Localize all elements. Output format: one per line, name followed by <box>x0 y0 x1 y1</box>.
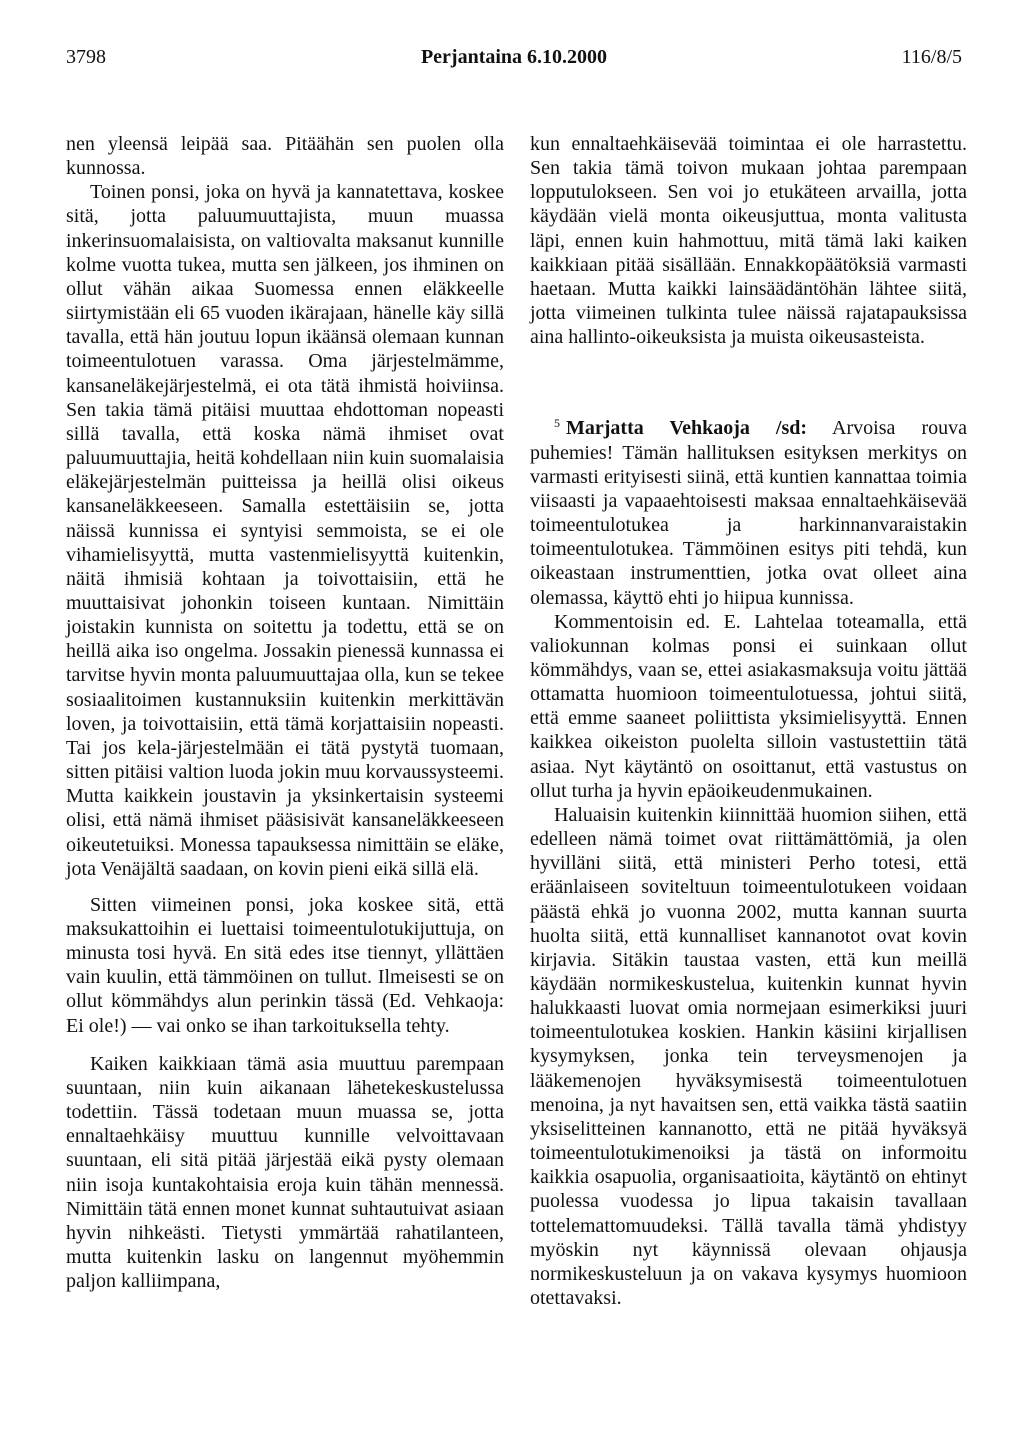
left-column <box>66 132 504 1293</box>
paragraph: Kaiken kaikkiaan tämä asia muuttuu parempaan suuntaan, niin kuin aikanaan lähetekeskustelussa todettiin. Tässä todetaan muun muassa se, jotta ennaltaehkäisy muuttuu kunnille velvoittavaan suuntaan, eli sitä pitää järjestää eikä pysty olemaan niin isoja kuntakohtaisia eroja kuin tähän mennessä. Nimittäin tätä ennen monet kunnat suhtautuivat asiaan hyvin nihkeästi. Tietysti ymmärtää rahatilanteen, mutta kuitenkin lasku on langennut myöhemmin paljon kalliimpana, <box>66 1052 504 1293</box>
session-date: Perjantaina 6.10.2000 <box>420 46 608 68</box>
speaker-name: Marjatta Vehkaoja /sd: <box>566 417 808 440</box>
speech-text: Arvoisa rouva puhemies! Tämän hallituksen esityksen merkitys on varmasti erityisesti siinä, että kuntien kannattaa toimia viisaasti ja vapaaehtoisesti maksaa ennaltaehkäisevää toimeentulotukea ja harkinnanvaraistakin toimeentulotukea. Tämmöinen esitys piti tehdä, kun oikeastaan instrumenttien, jotka ovat olleet aina olemassa, käyttö ehti jo hiipua kunnissa. <box>530 417 967 609</box>
paragraph: Toinen ponsi, joka on hyvä ja kannatettava, koskee sitä, jotta paluumuuttajista, muun muassa inkerinsuomalaisista, on valtiovalta maksanut kunnille kolme vuotta tukea, mutta sen jälkeen, jos ihminen on ollut vähän aikaa Suomessa ennen eläkkeelle siirtymistään eli 65 vuoden ikärajaan, hänelle käy sillä tavalla, että hän joutuu lopun ikäänsä olemaan kunnan toimeentulotuen varassa. Oma järjestelmämme, kansaneläkejärjestelmä, ei ota tätä ihmistä hoiviinsa. Sen takia tämä pitäisi muuttaa ehdottoman nopeasti sillä tavalla, että koska nämä ihmiset ovat paluumuuttajia, heitä kohdellaan niin kuin suomalaisia eläkejärjestelmän puitteissa ja heillä olisi oikeus kansaneläkkeeseen. Samalla estettäisiin se, jotta näissä kunnissa ei syntyisi semmoista, se ei ole vihamielisyyttä, mutta vastenmielisyyttä kuitenkin, näitä ihmisiä kohtaan ja toivottaisiin, että he muuttaisivat johonkin toiseen kuntaan. Nimittäin joistakin kunnista on soitettu ja todettu, että se on heillä aika iso ongelma. Jossakin pienessä kunnassa ei tarvitse hyvin monta paluumuuttajaa olla, kun se tekee sosiaalitoimen kustannuksiin kuitenkin merkittävän loven, ja toivottaisiin, että tämä korjattaisiin nopeasti. Tai jos kela-järjestelmään ei tätä pystytä tuomaan, sitten pitäisi valtion luoda jokin muu korvaussysteemi. Mutta kaikkein joustavin ja yksinkertaisin systeemi olisi, että nämä ihmiset pääsisivät kansaneläkkeeseen oikeutetuiksi. Monessa tapauksessa nimittäin se eläke, jota Venäjältä saadaan, on kovin pieni eikä sillä elä. <box>66 181 504 880</box>
speech-paragraph <box>530 411 967 609</box>
paragraph: nen yleensä leipää saa. Pitäähän sen puolen olla kunnossa. <box>66 133 504 180</box>
paragraph: kun ennaltaehkäisevää toimintaa ei ole harrastettu. Sen takia tämä toivon mukaan johtaa parempaan lopputulokseen. Sen voi jo etukäteen arvailla, jotta käydään vielä monta oikeusjuttua, monta valitusta läpi, ennen kuin hahmottuu, mitä tämä laki kaiken kaikkiaan pitää sisällään. Ennakkopäätöksiä varmasti haetaan. Mutta kaikki lainsäädäntöhän lähtee siitä, jotta viimeinen tulkinta tulee näissä rajatapauksissa aina hallinto-oikeuksista ja muista oikeusasteista. <box>530 133 967 349</box>
page-number: 3798 <box>66 46 106 68</box>
paragraph: Kommentoisin ed. E. Lahtelaa toteamalla, että valiokunnan kolmas ponsi ei suinkaan ollut kömmähdys, vaan se, ettei asiakasmaksuja voitu jättää ottamatta huomioon toimeentulotuessa, johtui siitä, että emme saaneet poliittista yksimielisyyttä. Ennen kaikkea oikeiston puolelta silloin vastustettiin tätä asiaa. Nyt käytäntö on osoittanut, että vastustus on ollut turha ja hyvin epäoikeudenmukainen. <box>530 610 967 802</box>
paragraph: Sitten viimeinen ponsi, joka koskee sitä, että maksukattoihin ei luettaisi toimeentulotukijuttuja, on minusta tosi hyvä. En sitä edes itse tiennyt, yllättäen vain kuulin, että tämmöinen on tullut. Ilmeisesti se on ollut kömmähdys alun perinkin tässä (Ed. Vehkaoja: Ei ole!) — vai onko se ihan tarkoituksella tehty. <box>66 893 504 1037</box>
page-header <box>66 46 962 74</box>
document-reference: 116/8/5 <box>901 46 962 68</box>
paragraph: Haluaisin kuitenkin kiinnittää huomion siihen, että edelleen nämä toimet ovat riittämättömiä, ja olen hyvilläni siitä, että ministeri Perho totesi, että eräänlaiseen soviteltuun toimeentulotukeen voidaan päästä ehkä jo vuonna 2002, mutta kannan suurta huolta siitä, että kunnalliset kannanotot ovat kovin kirjavia. Sitäkin taustaa vasten, että kun meillä käydään normikeskustelua, kuitenkin kunnat hyvin halukkaasti luovat omia normejaan esimerkiksi juuri toimeentulotukea koskien. Hankin käsiini kirjallisen kysymyksen, jonka tein terveysmenojen ja lääkemenojen hyväksymisestä toimeentulotuen menoina, ja nyt havaitsen sen, että vaikka tästä saatiin yksiselitteinen kannanotto, että ne pitää hyväksyä toimeentulotukimenoiksi ja tästä on informoitu kaikkia osapuolia, organisaatioita, käytäntö on ehtinyt puolessa vuodessa jo lipua takaisin tavallaan tottelemattomuudeksi. Tällä tavalla tämä yhdistyy myöskin nyt käynnissä olevaan ohjausja normikeskusteluun ja on vakava kysymys huomioon otettavaksi. <box>530 803 967 1310</box>
right-column <box>530 132 967 1310</box>
speech-number: 5 <box>554 416 560 431</box>
